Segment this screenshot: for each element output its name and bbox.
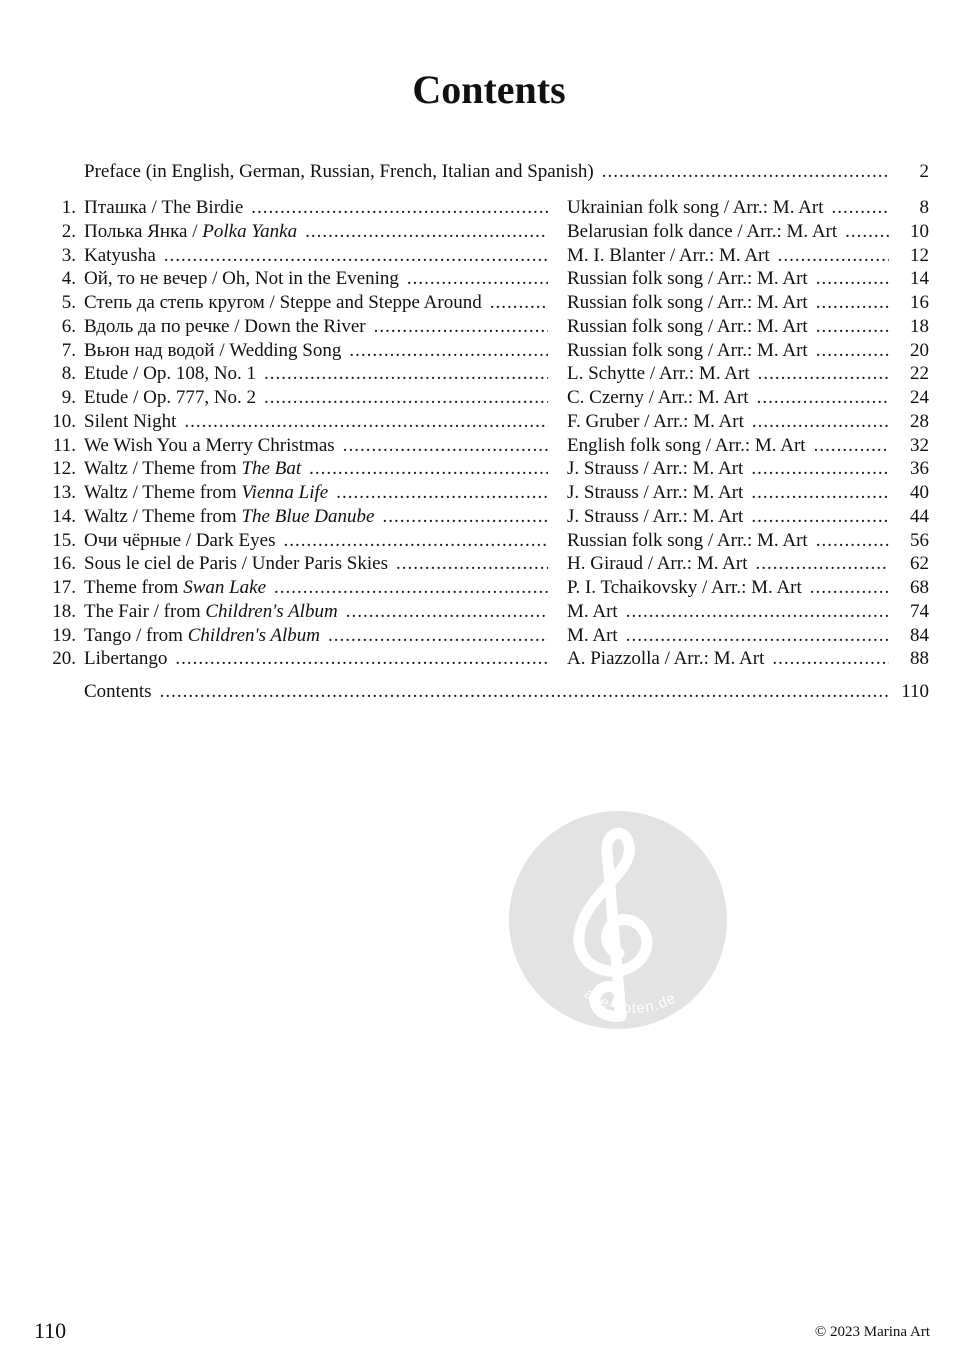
toc-entry-title-plain: The Fair / from bbox=[84, 600, 206, 622]
toc-entry-composer-text: M. Art bbox=[567, 600, 618, 622]
dot-leader bbox=[626, 624, 889, 648]
dot-leader bbox=[831, 196, 889, 220]
toc-entry-composer bbox=[567, 410, 895, 434]
toc-entry-composer bbox=[567, 600, 895, 624]
toc-entry-number: 10. bbox=[52, 410, 76, 432]
dot-leader bbox=[772, 647, 889, 671]
toc-page-number: 74 bbox=[910, 600, 929, 622]
toc-entry-row bbox=[0, 267, 978, 291]
dot-leader bbox=[160, 680, 889, 704]
toc-entry-title bbox=[84, 267, 554, 291]
toc-entry-title bbox=[84, 291, 554, 315]
dot-leader bbox=[184, 410, 548, 434]
toc-entry-title bbox=[84, 386, 554, 410]
toc-entry-title-plain: Theme from bbox=[84, 577, 184, 598]
toc-entry-number: 7. bbox=[61, 339, 76, 361]
toc-entry-title-text bbox=[84, 647, 167, 671]
toc-entry-title-plain: Waltz / Theme from bbox=[84, 505, 242, 527]
toc-entry-title-italic: The Bat bbox=[241, 458, 302, 480]
toc-entry-composer bbox=[567, 576, 895, 600]
toc-entry-title-plain: Вдоль да по речке / Down the River bbox=[84, 315, 366, 337]
dot-leader bbox=[845, 220, 889, 244]
toc-entry-title-text bbox=[84, 267, 399, 291]
dot-leader bbox=[757, 386, 889, 410]
toc-entry-composer bbox=[567, 220, 895, 244]
dot-leader bbox=[396, 552, 548, 576]
toc-entry-title bbox=[84, 362, 554, 386]
toc-entry-title-plain: Пташка / The Birdie bbox=[84, 197, 244, 218]
toc-entry-composer-text: M. I. Blanter / Arr.: M. Art bbox=[567, 244, 770, 266]
toc-entry-composer bbox=[567, 362, 895, 386]
toc-entry-title-text bbox=[84, 410, 176, 434]
toc-entry-composer bbox=[567, 647, 895, 671]
dot-leader bbox=[349, 339, 548, 363]
toc-entry-composer bbox=[567, 624, 895, 648]
dot-leader bbox=[778, 244, 889, 268]
toc-entry-composer-text: Russian folk song / Arr.: M. Art bbox=[567, 292, 808, 313]
toc-entry-row bbox=[0, 434, 978, 458]
toc-entry-title-italic: Children's Album bbox=[205, 600, 338, 622]
toc-entry-title bbox=[84, 410, 554, 434]
toc-entry-title-text bbox=[84, 315, 366, 339]
toc-entry-composer bbox=[567, 529, 895, 553]
toc-entry-row bbox=[0, 362, 978, 386]
toc-page-number: 18 bbox=[910, 315, 929, 337]
toc-entry-row bbox=[0, 410, 978, 434]
toc-entry-title bbox=[84, 434, 554, 458]
toc-entry-composer-text: L. Schytte / Arr.: M. Art bbox=[567, 363, 750, 385]
toc-entry-title-plain: Etude / Op. 777, No. 2 bbox=[84, 387, 257, 408]
toc-entry-row bbox=[0, 624, 978, 648]
toc-page-number: 32 bbox=[910, 434, 929, 456]
dot-leader bbox=[816, 529, 889, 553]
toc-entry-number: 20. bbox=[52, 648, 76, 670]
toc-entry-number: 15. bbox=[52, 529, 76, 551]
toc-entry-title bbox=[84, 244, 554, 268]
toc-entry-number: 6. bbox=[61, 315, 76, 337]
toc-entry-title-text bbox=[84, 576, 266, 600]
toc-entry-number: 11. bbox=[52, 434, 76, 456]
dot-leader bbox=[752, 410, 889, 434]
toc-entry-row bbox=[0, 386, 978, 410]
dot-leader bbox=[810, 576, 889, 600]
toc-entry-row bbox=[0, 576, 978, 600]
toc-page-number: 62 bbox=[910, 553, 929, 575]
toc-entry-row bbox=[0, 196, 978, 220]
toc-entry-title-plain: Вьюн над водой / Wedding Song bbox=[84, 339, 342, 361]
toc-entry-title-plain: We Wish You a Merry Christmas bbox=[84, 434, 335, 456]
toc-preface-row bbox=[0, 160, 978, 184]
dot-leader bbox=[816, 339, 889, 363]
toc-entry-row bbox=[0, 291, 978, 315]
toc-entry-title bbox=[84, 600, 554, 624]
toc-entry-number: 13. bbox=[52, 482, 76, 503]
toc-entry-composer-text: M. Art bbox=[567, 624, 618, 646]
toc-preface-entry bbox=[84, 160, 895, 184]
dot-leader bbox=[490, 291, 548, 315]
toc-entry-row bbox=[0, 552, 978, 576]
page-title: Contents bbox=[412, 67, 566, 112]
toc-entry-composer-text: C. Czerny / Arr.: M. Art bbox=[567, 387, 749, 408]
dot-leader bbox=[284, 529, 549, 553]
toc-entry-title-plain: Etude / Op. 108, No. 1 bbox=[84, 363, 257, 385]
dot-leader bbox=[816, 267, 889, 291]
toc-entry-number: 5. bbox=[61, 292, 76, 313]
toc-contents-row bbox=[0, 680, 978, 704]
toc-entry-composer bbox=[567, 339, 895, 363]
toc-entry-title-text bbox=[84, 481, 328, 505]
toc-entry-composer bbox=[567, 315, 895, 339]
toc-entry-composer-text: J. Strauss / Arr.: M. Art bbox=[567, 482, 744, 503]
toc-entry-number: 4. bbox=[61, 268, 76, 290]
dot-leader bbox=[751, 481, 889, 505]
watermark-text: alle-noten.de bbox=[581, 984, 680, 1018]
toc-page-number: 88 bbox=[910, 648, 929, 670]
toc-entry-row bbox=[0, 244, 978, 268]
toc-preface-text: Preface (in English, German, Russian, French, Italian and Spanish) bbox=[84, 161, 594, 182]
toc-entry-title-plain: Полька Янка / bbox=[84, 220, 203, 242]
dot-leader bbox=[374, 315, 548, 339]
toc-entry-title-text bbox=[84, 552, 388, 576]
toc-entry-composer-text: H. Giraud / Arr.: M. Art bbox=[567, 553, 748, 575]
dot-leader bbox=[264, 386, 548, 410]
toc-entry-title-text bbox=[84, 196, 243, 220]
toc-page-number: 68 bbox=[910, 577, 929, 598]
toc-entry-title-plain: Ой, то не вечер / Oh, Not in the Evening bbox=[84, 268, 399, 290]
toc-entry-row bbox=[0, 315, 978, 339]
toc-page-number: 2 bbox=[919, 161, 929, 182]
toc-page-number: 16 bbox=[910, 292, 929, 313]
toc-entry-title-plain: Sous le ciel de Paris / Under Paris Skies bbox=[84, 553, 388, 575]
toc-entry-title bbox=[84, 576, 554, 600]
dot-leader bbox=[328, 624, 548, 648]
copyright-notice: © 2023 Marina Art bbox=[814, 1324, 930, 1340]
toc-entry-row bbox=[0, 220, 978, 244]
toc-page-number: 110 bbox=[901, 681, 929, 702]
toc-entry-number: 1. bbox=[61, 197, 76, 218]
toc-page-number: 10 bbox=[910, 220, 929, 242]
dot-leader bbox=[756, 552, 890, 576]
dot-leader bbox=[382, 505, 548, 529]
toc-entry-title bbox=[84, 624, 554, 648]
toc-entry-number: 12. bbox=[52, 458, 76, 480]
toc-entry-title bbox=[84, 552, 554, 576]
toc-page-number: 14 bbox=[910, 268, 929, 290]
toc-entry-row bbox=[0, 505, 978, 529]
page-number: 110 bbox=[34, 1318, 67, 1343]
toc-entry-composer bbox=[567, 244, 895, 268]
toc-entry-title-plain: Libertango bbox=[84, 648, 168, 670]
toc-page-number: 24 bbox=[910, 387, 929, 408]
toc-entry-number: 18. bbox=[52, 600, 76, 622]
toc-entry-title bbox=[84, 505, 554, 529]
toc-entry-composer-text: Russian folk song / Arr.: M. Art bbox=[567, 339, 808, 361]
toc-entry-title-italic: Children's Album bbox=[187, 624, 321, 646]
dot-leader bbox=[164, 244, 548, 268]
toc-entry-title-text bbox=[84, 600, 338, 624]
toc-entry-title-plain: Waltz / Theme from bbox=[84, 482, 242, 503]
dot-leader bbox=[343, 434, 548, 458]
toc-contents-text: Contents bbox=[84, 681, 152, 702]
toc-entry-number: 8. bbox=[61, 363, 76, 385]
toc-entry-number: 16. bbox=[52, 553, 76, 575]
toc-entry-title-plain: Очи чёрные / Dark Eyes bbox=[84, 529, 276, 551]
toc-entry-title-text bbox=[84, 434, 335, 458]
toc-entry-number: 19. bbox=[52, 624, 76, 646]
toc-page-number: 12 bbox=[910, 244, 929, 266]
toc-entry-number: 14. bbox=[52, 505, 76, 527]
toc-entry-composer bbox=[567, 552, 895, 576]
toc-page-number: 40 bbox=[910, 482, 929, 503]
toc-entry-title bbox=[84, 457, 554, 481]
dot-leader bbox=[264, 362, 548, 386]
dot-leader bbox=[602, 160, 889, 184]
toc-entry-title bbox=[84, 315, 554, 339]
toc-entry-title-italic: Vienna Life bbox=[241, 482, 329, 503]
dot-leader bbox=[407, 267, 548, 291]
toc-entry-row bbox=[0, 529, 978, 553]
toc-entry-title bbox=[84, 529, 554, 553]
toc-entry-composer-text: English folk song / Arr.: M. Art bbox=[567, 434, 806, 456]
dot-leader bbox=[309, 457, 548, 481]
dot-leader bbox=[336, 481, 548, 505]
toc-entry-composer-text: J. Strauss / Arr.: M. Art bbox=[567, 505, 744, 527]
toc-entry-number: 17. bbox=[52, 577, 76, 598]
toc-entry-composer-text: F. Gruber / Arr.: M. Art bbox=[567, 410, 744, 432]
toc-entry-composer bbox=[567, 196, 895, 220]
toc-entry-composer-text: Ukrainian folk song / Arr.: M. Art bbox=[567, 197, 824, 218]
toc-entry-title bbox=[84, 481, 554, 505]
toc-entry-composer bbox=[567, 481, 895, 505]
toc-entry-composer bbox=[567, 457, 895, 481]
toc-entry-title-italic: Polka Yanka bbox=[202, 220, 298, 242]
toc-entry-title-plain: Waltz / Theme from bbox=[84, 458, 242, 480]
toc-entry-title-text bbox=[84, 362, 256, 386]
toc-entry-composer-text: J. Strauss / Arr.: M. Art bbox=[567, 458, 744, 480]
toc-entry-number: 3. bbox=[61, 244, 76, 266]
toc-entry-composer-text: Belarusian folk dance / Arr.: M. Art bbox=[567, 220, 838, 242]
dot-leader bbox=[751, 457, 889, 481]
toc-page-number: 20 bbox=[910, 339, 929, 361]
toc-entry-number: 9. bbox=[61, 387, 76, 408]
toc-page-number: 56 bbox=[910, 529, 929, 551]
toc-entry-title-italic: The Blue Danube bbox=[241, 505, 375, 527]
toc-entry-composer bbox=[567, 434, 895, 458]
toc-entry-title-text bbox=[84, 220, 297, 244]
toc-entry-title bbox=[84, 647, 554, 671]
toc-page-number: 36 bbox=[910, 458, 929, 480]
dot-leader bbox=[251, 196, 548, 220]
toc-entry-row bbox=[0, 481, 978, 505]
toc-entry-title-italic: Swan Lake bbox=[183, 577, 267, 598]
toc-entry-composer bbox=[567, 291, 895, 315]
toc-entry-composer-text: Russian folk song / Arr.: M. Art bbox=[567, 268, 808, 290]
toc-entry-row bbox=[0, 600, 978, 624]
toc-entry-row bbox=[0, 457, 978, 481]
toc-entry-composer-text: A. Piazzolla / Arr.: M. Art bbox=[567, 648, 765, 670]
toc-entry-title bbox=[84, 220, 554, 244]
toc-page-number: 28 bbox=[910, 410, 929, 432]
toc-entry-composer-text: Russian folk song / Arr.: M. Art bbox=[567, 529, 808, 551]
dot-leader bbox=[305, 220, 548, 244]
toc-entry-number: 2. bbox=[61, 220, 76, 242]
toc-entry-row bbox=[0, 647, 978, 671]
toc-contents-entry bbox=[84, 680, 895, 704]
dot-leader bbox=[175, 647, 548, 671]
dot-leader bbox=[816, 315, 889, 339]
dot-leader bbox=[346, 600, 548, 624]
toc-entry-title-text bbox=[84, 291, 482, 315]
toc-page-number: 84 bbox=[910, 624, 929, 646]
toc-page-number: 8 bbox=[919, 197, 929, 218]
dot-leader bbox=[274, 576, 548, 600]
toc-entry-title-plain: Степь да степь кругом / Steppe and Steppe Around bbox=[84, 292, 482, 313]
toc-entry-title-text bbox=[84, 505, 374, 529]
toc-entry-row bbox=[0, 339, 978, 363]
toc-entry-title-text bbox=[84, 529, 276, 553]
toc-entry-title-text bbox=[84, 624, 320, 648]
toc-entry-title-plain: Silent Night bbox=[84, 410, 177, 432]
watermark-logo bbox=[509, 811, 727, 1029]
toc-entry-title-text bbox=[84, 457, 301, 481]
toc-entry-composer-text: P. I. Tchaikovsky / Arr.: M. Art bbox=[567, 577, 802, 598]
toc-entry-title-plain: Katyusha bbox=[84, 244, 156, 266]
dot-leader bbox=[758, 362, 889, 386]
toc-entry-title-text bbox=[84, 339, 341, 363]
toc-entry-title bbox=[84, 196, 554, 220]
dot-leader bbox=[626, 600, 889, 624]
toc-entry-composer bbox=[567, 267, 895, 291]
toc-entry-title-text bbox=[84, 386, 256, 410]
dot-leader bbox=[816, 291, 889, 315]
toc-entry-title bbox=[84, 339, 554, 363]
toc-entry-title-text bbox=[84, 244, 156, 268]
toc-entry-composer-text: Russian folk song / Arr.: M. Art bbox=[567, 315, 808, 337]
toc-page-number: 44 bbox=[910, 505, 929, 527]
toc-entry-composer bbox=[567, 505, 895, 529]
dot-leader bbox=[751, 505, 889, 529]
toc-page-number: 22 bbox=[910, 363, 929, 385]
dot-leader bbox=[814, 434, 889, 458]
toc-entry-title-plain: Tango / from bbox=[84, 624, 188, 646]
toc-entry-composer bbox=[567, 386, 895, 410]
